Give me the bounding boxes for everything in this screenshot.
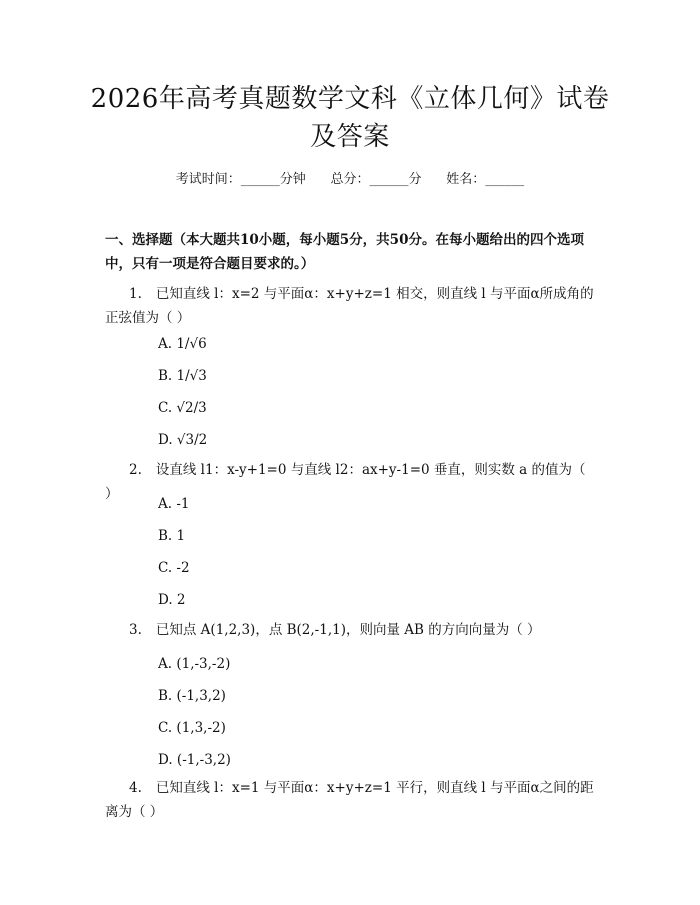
page-title — [60, 80, 640, 156]
section-heading: 一、选择题（本大题共10小题，每小题5分，共50分。在每小题给出的四个选项中，只有一项是符合题目要求的。） — [105, 232, 584, 272]
question-2-number: 2. — [129, 462, 142, 478]
question-2-option-b: B. 1 — [158, 528, 186, 544]
question-3-stem — [105, 618, 595, 642]
question-2-option-a: A. -1 — [158, 496, 190, 512]
question-4-number: 4. — [129, 780, 142, 796]
question-4-stem — [105, 776, 595, 824]
question-1-option-c: C. √2/3 — [158, 400, 207, 416]
question-2-option-d: D. 2 — [158, 592, 186, 608]
question-4-text-line1: 已知直线 l：x=1 与平面α：x+y+z=1 平行，则直线 l 与平面α之间的距 — [155, 780, 594, 796]
title-line-2: 及答案 — [310, 122, 390, 152]
question-1-option-d: D. √3/2 — [158, 432, 208, 448]
question-1-option-a: A. 1/√6 — [158, 336, 207, 352]
question-2-option-c: C. -2 — [158, 560, 190, 576]
question-3-number: 3. — [129, 622, 142, 638]
question-3-option-d: D. (-1,-3,2) — [158, 752, 231, 768]
exam-info-line: 考试时间：______分钟 总分：______分 姓名：______ — [175, 172, 525, 187]
question-1-number: 1. — [129, 286, 142, 302]
question-3-option-b: B. (-1,3,2) — [158, 688, 226, 704]
title-line-1: 2026年高考真题数学文科《立体几何》试卷 — [90, 84, 610, 114]
question-3-option-c: C. (1,3,-2) — [158, 720, 226, 736]
question-1-stem — [105, 282, 595, 330]
question-4-text-line2: 离为（ ） — [105, 804, 164, 820]
question-3-option-a: A. (1,-3,-2) — [158, 656, 231, 672]
question-1-text-line2: 正弦值为（ ） — [105, 310, 191, 326]
question-2-text-line1: 设直线 l1：x-y+1=0 与直线 l2：ax+y-1=0 垂直，则实数 a 的值为（ ） — [105, 462, 586, 502]
question-1-option-b: B. 1/√3 — [158, 368, 207, 384]
question-1-text-line1: 已知直线 l：x=2 与平面α：x+y+z=1 相交，则直线 l 与平面α所成角的 — [155, 286, 594, 302]
question-3-text-line1: 已知点 A(1,2,3)，点 B(2,-1,1)，则向量 AB 的方向向量为（ ） — [155, 622, 541, 638]
